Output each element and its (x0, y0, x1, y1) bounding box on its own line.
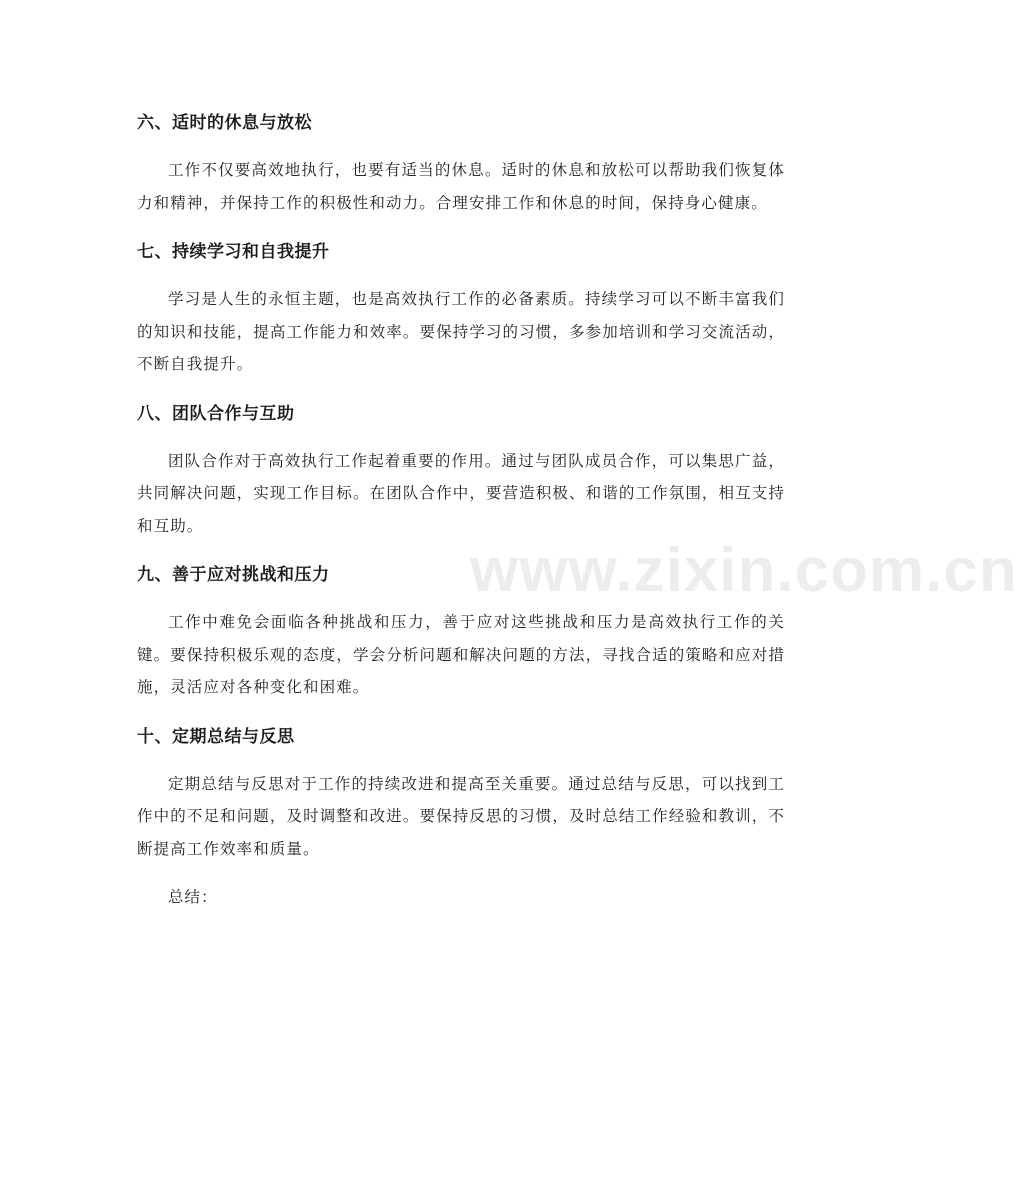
watermark: www.zixin.com.cn (470, 536, 1018, 605)
section-paragraph: 工作不仅要高效地执行，也要有适当的休息。适时的休息和放松可以帮助我们恢复体力和精神，并保持工作的积极性和动力。合理安排工作和休息的时间，保持身心健康。 (137, 161, 785, 212)
document-content (137, 104, 785, 913)
section-heading: 九、善于应对挑战和压力 (137, 565, 330, 585)
section-heading: 十、定期总结与反思 (137, 726, 295, 747)
section-heading: 六、适时的休息与放松 (137, 113, 312, 133)
section-heading: 八、团队合作与互助 (137, 403, 295, 424)
section-paragraph: 学习是人生的永恒主题，也是高效执行工作的必备素质。持续学习可以不断丰富我们的知识和技能，提高工作能力和效率。要保持学习的习惯，多参加培训和学习交流活动，不断自我提升。 (137, 290, 785, 373)
section-paragraph: 团队合作对于高效执行工作起着重要的作用。通过与团队成员合作，可以集思广益，共同解决问题，实现工作目标。在团队合作中，要营造积极、和谐的工作氛围，相互支持和互助。 (137, 451, 785, 535)
section-heading: 七、持续学习和自我提升 (137, 242, 330, 262)
section-paragraph: 工作中难免会面临各种挑战和压力，善于应对这些挑战和压力是高效执行工作的关键。要保持积极乐观的态度，学会分析问题和解决问题的方法，寻找合适的策略和应对措施，灵活应对各种变化和困难。 (137, 613, 785, 696)
summary-label: 总结： (168, 888, 218, 906)
section-paragraph: 定期总结与反思对于工作的持续改进和提高至关重要。通过总结与反思，可以找到工作中的不足和问题，及时调整和改进。要保持反思的习惯，及时总结工作经验和教训，不断提高工作效率和质量。 (137, 774, 785, 858)
